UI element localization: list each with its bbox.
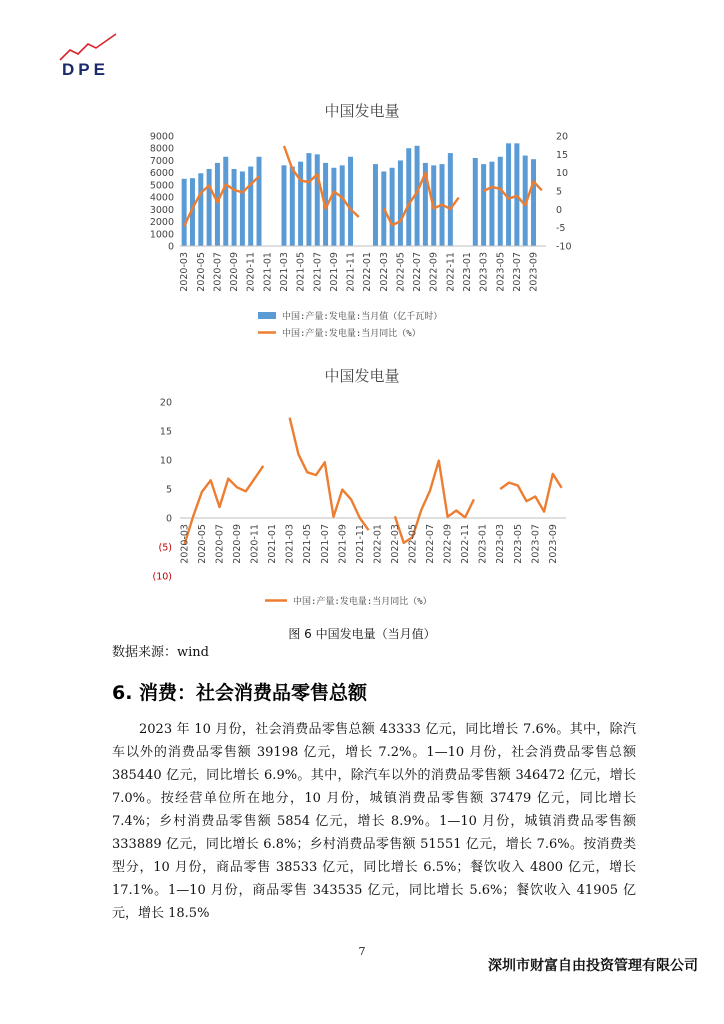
bar bbox=[298, 162, 303, 246]
x-axis-tick: 2022-01 bbox=[362, 252, 374, 292]
x-axis-tick: 2023-07 bbox=[511, 252, 523, 292]
bar bbox=[331, 168, 336, 246]
x-axis-tick: 2021-11 bbox=[345, 252, 357, 292]
chart2-plot bbox=[0, 392, 724, 622]
x-axis-tick: 2020-09 bbox=[232, 524, 244, 564]
bar bbox=[281, 165, 286, 246]
left-axis-tick: 3000 bbox=[149, 204, 174, 216]
x-axis-tick: 2022-05 bbox=[395, 252, 407, 292]
chart1-title: 中国发电量 bbox=[324, 102, 400, 120]
company-name: 深圳市财富自由投资管理有限公司 bbox=[488, 958, 698, 974]
y-axis-tick: (5) bbox=[158, 542, 172, 554]
x-axis-tick: 2023-03 bbox=[478, 252, 490, 292]
bar bbox=[481, 164, 486, 246]
bar bbox=[223, 157, 228, 246]
logo-text: DPE bbox=[62, 60, 109, 79]
x-axis-tick: 2023-03 bbox=[495, 524, 507, 564]
x-axis-tick: 2022-01 bbox=[372, 524, 384, 564]
y-axis-tick: 20 bbox=[159, 397, 172, 409]
x-axis-tick: 2022-03 bbox=[389, 524, 401, 564]
bar bbox=[240, 171, 245, 246]
x-axis-tick: 2020-11 bbox=[249, 524, 261, 564]
legend-label: 中国:产量:发电量:当月值（亿千瓦时） bbox=[282, 312, 443, 322]
x-axis-tick: 2022-11 bbox=[445, 252, 457, 292]
bar bbox=[498, 157, 503, 246]
x-axis-tick: 2023-01 bbox=[477, 524, 489, 564]
bar bbox=[473, 158, 478, 246]
bar bbox=[232, 169, 237, 246]
right-axis-tick: 0 bbox=[556, 204, 563, 216]
bar bbox=[406, 148, 411, 246]
left-axis-tick: 8000 bbox=[149, 143, 174, 155]
legend-label: 中国:产量:发电量:当月同比（%） bbox=[293, 597, 432, 607]
x-axis-tick: 2020-05 bbox=[195, 252, 207, 292]
y-axis-tick: (10) bbox=[152, 571, 172, 583]
x-axis-tick: 2022-07 bbox=[425, 524, 437, 564]
bar bbox=[306, 153, 311, 246]
bar bbox=[506, 143, 511, 246]
x-axis-tick: 2023-07 bbox=[530, 524, 542, 564]
y-axis-tick: 15 bbox=[159, 426, 172, 438]
x-axis-tick: 2021-07 bbox=[312, 252, 324, 292]
x-axis-tick: 2020-11 bbox=[245, 251, 257, 292]
x-axis-tick: 2023-05 bbox=[512, 524, 524, 564]
bar bbox=[182, 179, 187, 246]
y-axis-tick: 0 bbox=[165, 513, 172, 525]
bar bbox=[248, 167, 253, 246]
data-source: 数据来源：wind bbox=[112, 645, 209, 660]
x-axis-tick: 2021-11 bbox=[354, 524, 366, 564]
x-axis-tick: 2021-07 bbox=[319, 524, 331, 564]
left-axis-tick: 4000 bbox=[149, 192, 174, 204]
page-number: 7 bbox=[358, 945, 366, 958]
bar bbox=[489, 162, 494, 246]
y-axis-tick: 5 bbox=[165, 484, 172, 496]
right-axis-tick: -5 bbox=[556, 223, 566, 235]
left-axis-tick: 2000 bbox=[149, 217, 174, 229]
x-axis-tick: 2021-09 bbox=[328, 252, 340, 292]
left-axis-tick: 0 bbox=[167, 241, 174, 253]
right-axis-tick: 10 bbox=[556, 168, 569, 180]
bar bbox=[215, 163, 220, 246]
section-heading: 6. 消费：社会消费品零售总额 bbox=[112, 682, 368, 704]
right-axis-tick: 15 bbox=[556, 149, 569, 161]
bar bbox=[348, 157, 353, 246]
x-axis-tick: 2023-01 bbox=[461, 252, 473, 292]
x-axis-tick: 2020-03 bbox=[179, 252, 191, 292]
x-axis-tick: 2020-07 bbox=[214, 524, 226, 564]
x-axis-tick: 2022-09 bbox=[428, 252, 440, 292]
left-axis-tick: 6000 bbox=[149, 168, 174, 180]
legend-swatch-bar bbox=[258, 312, 276, 319]
bar bbox=[398, 160, 403, 246]
legend-label: 中国:产量:发电量:当月同比（%） bbox=[282, 329, 421, 339]
yoy-line bbox=[184, 146, 542, 226]
x-axis-tick: 2022-09 bbox=[442, 524, 454, 564]
x-axis-tick: 2022-07 bbox=[412, 252, 424, 292]
bar bbox=[315, 154, 320, 246]
left-axis-tick: 1000 bbox=[149, 229, 174, 241]
x-axis-tick: 2021-01 bbox=[262, 252, 274, 292]
x-axis-tick: 2022-03 bbox=[378, 252, 390, 292]
x-axis-tick: 2021-01 bbox=[267, 524, 279, 564]
left-axis-tick: 9000 bbox=[149, 131, 174, 143]
figure-caption: 图 6 中国发电量（当月值） bbox=[288, 627, 436, 641]
bar bbox=[390, 168, 395, 246]
y-axis-tick: 10 bbox=[159, 455, 172, 467]
bar bbox=[257, 157, 262, 246]
section-paragraph: 2023 年 10 月份，社会消费品零售总额 43333 亿元，同比增长 7.6%。其中，除汽车以外的消费品零售额 39198 亿元，增长 7.2%。1—10 月份，社会消费品零售总额 385440 亿元，同比增长 6.9%。其中，除汽车以外的消费品零售额 346472 亿元，增长 7.0%。按经营单位所在地分，10 月份，城镇消费品零售额 37479 亿元，同比增长 7.4%；乡村消费品零售额 5854 亿元，增长 8.9%。1—10 月份，城镇消费品零售额 333889 亿元，同比增长 6.8%；乡村消费品零售额 51551 亿元，增长 7.6%。按消费类型分，10 月份，商品零售 38533 亿元，同比增长 6.5%；餐饮收入 4800 亿元，增长 17.1%。1—10 月份，商品零售 343535 亿元，同比增长 5.6%；餐饮收入 41905 亿元，增长 18.5% bbox=[112, 722, 636, 921]
left-axis-tick: 7000 bbox=[149, 155, 174, 167]
bar bbox=[290, 167, 295, 246]
x-axis-tick: 2021-03 bbox=[284, 524, 296, 564]
bar bbox=[340, 165, 345, 246]
x-axis-tick: 2020-09 bbox=[229, 252, 241, 292]
left-axis-tick: 5000 bbox=[149, 180, 174, 192]
x-axis-tick: 2021-03 bbox=[278, 252, 290, 292]
x-axis-tick: 2021-05 bbox=[295, 252, 307, 292]
x-axis-tick: 2022-05 bbox=[407, 524, 419, 564]
x-axis-tick: 2020-05 bbox=[196, 524, 208, 564]
chart2-title: 中国发电量 bbox=[324, 367, 400, 385]
right-axis-tick: -10 bbox=[556, 241, 572, 253]
x-axis-tick: 2020-03 bbox=[179, 524, 191, 564]
right-axis-tick: 5 bbox=[556, 186, 563, 198]
bar bbox=[373, 164, 378, 246]
x-axis-tick: 2020-07 bbox=[212, 252, 224, 292]
x-axis-tick: 2021-05 bbox=[302, 524, 314, 564]
x-axis-tick: 2023-05 bbox=[495, 252, 507, 292]
x-axis-tick: 2021-09 bbox=[337, 524, 349, 564]
bar bbox=[198, 173, 203, 246]
chart1-plot bbox=[0, 126, 724, 356]
right-axis-tick: 20 bbox=[556, 131, 569, 143]
x-axis-tick: 2023-09 bbox=[547, 524, 559, 564]
x-axis-tick: 2022-11 bbox=[460, 524, 472, 564]
x-axis-tick: 2023-09 bbox=[528, 252, 540, 292]
bar bbox=[531, 159, 536, 246]
bar bbox=[448, 153, 453, 246]
bar bbox=[207, 169, 212, 246]
